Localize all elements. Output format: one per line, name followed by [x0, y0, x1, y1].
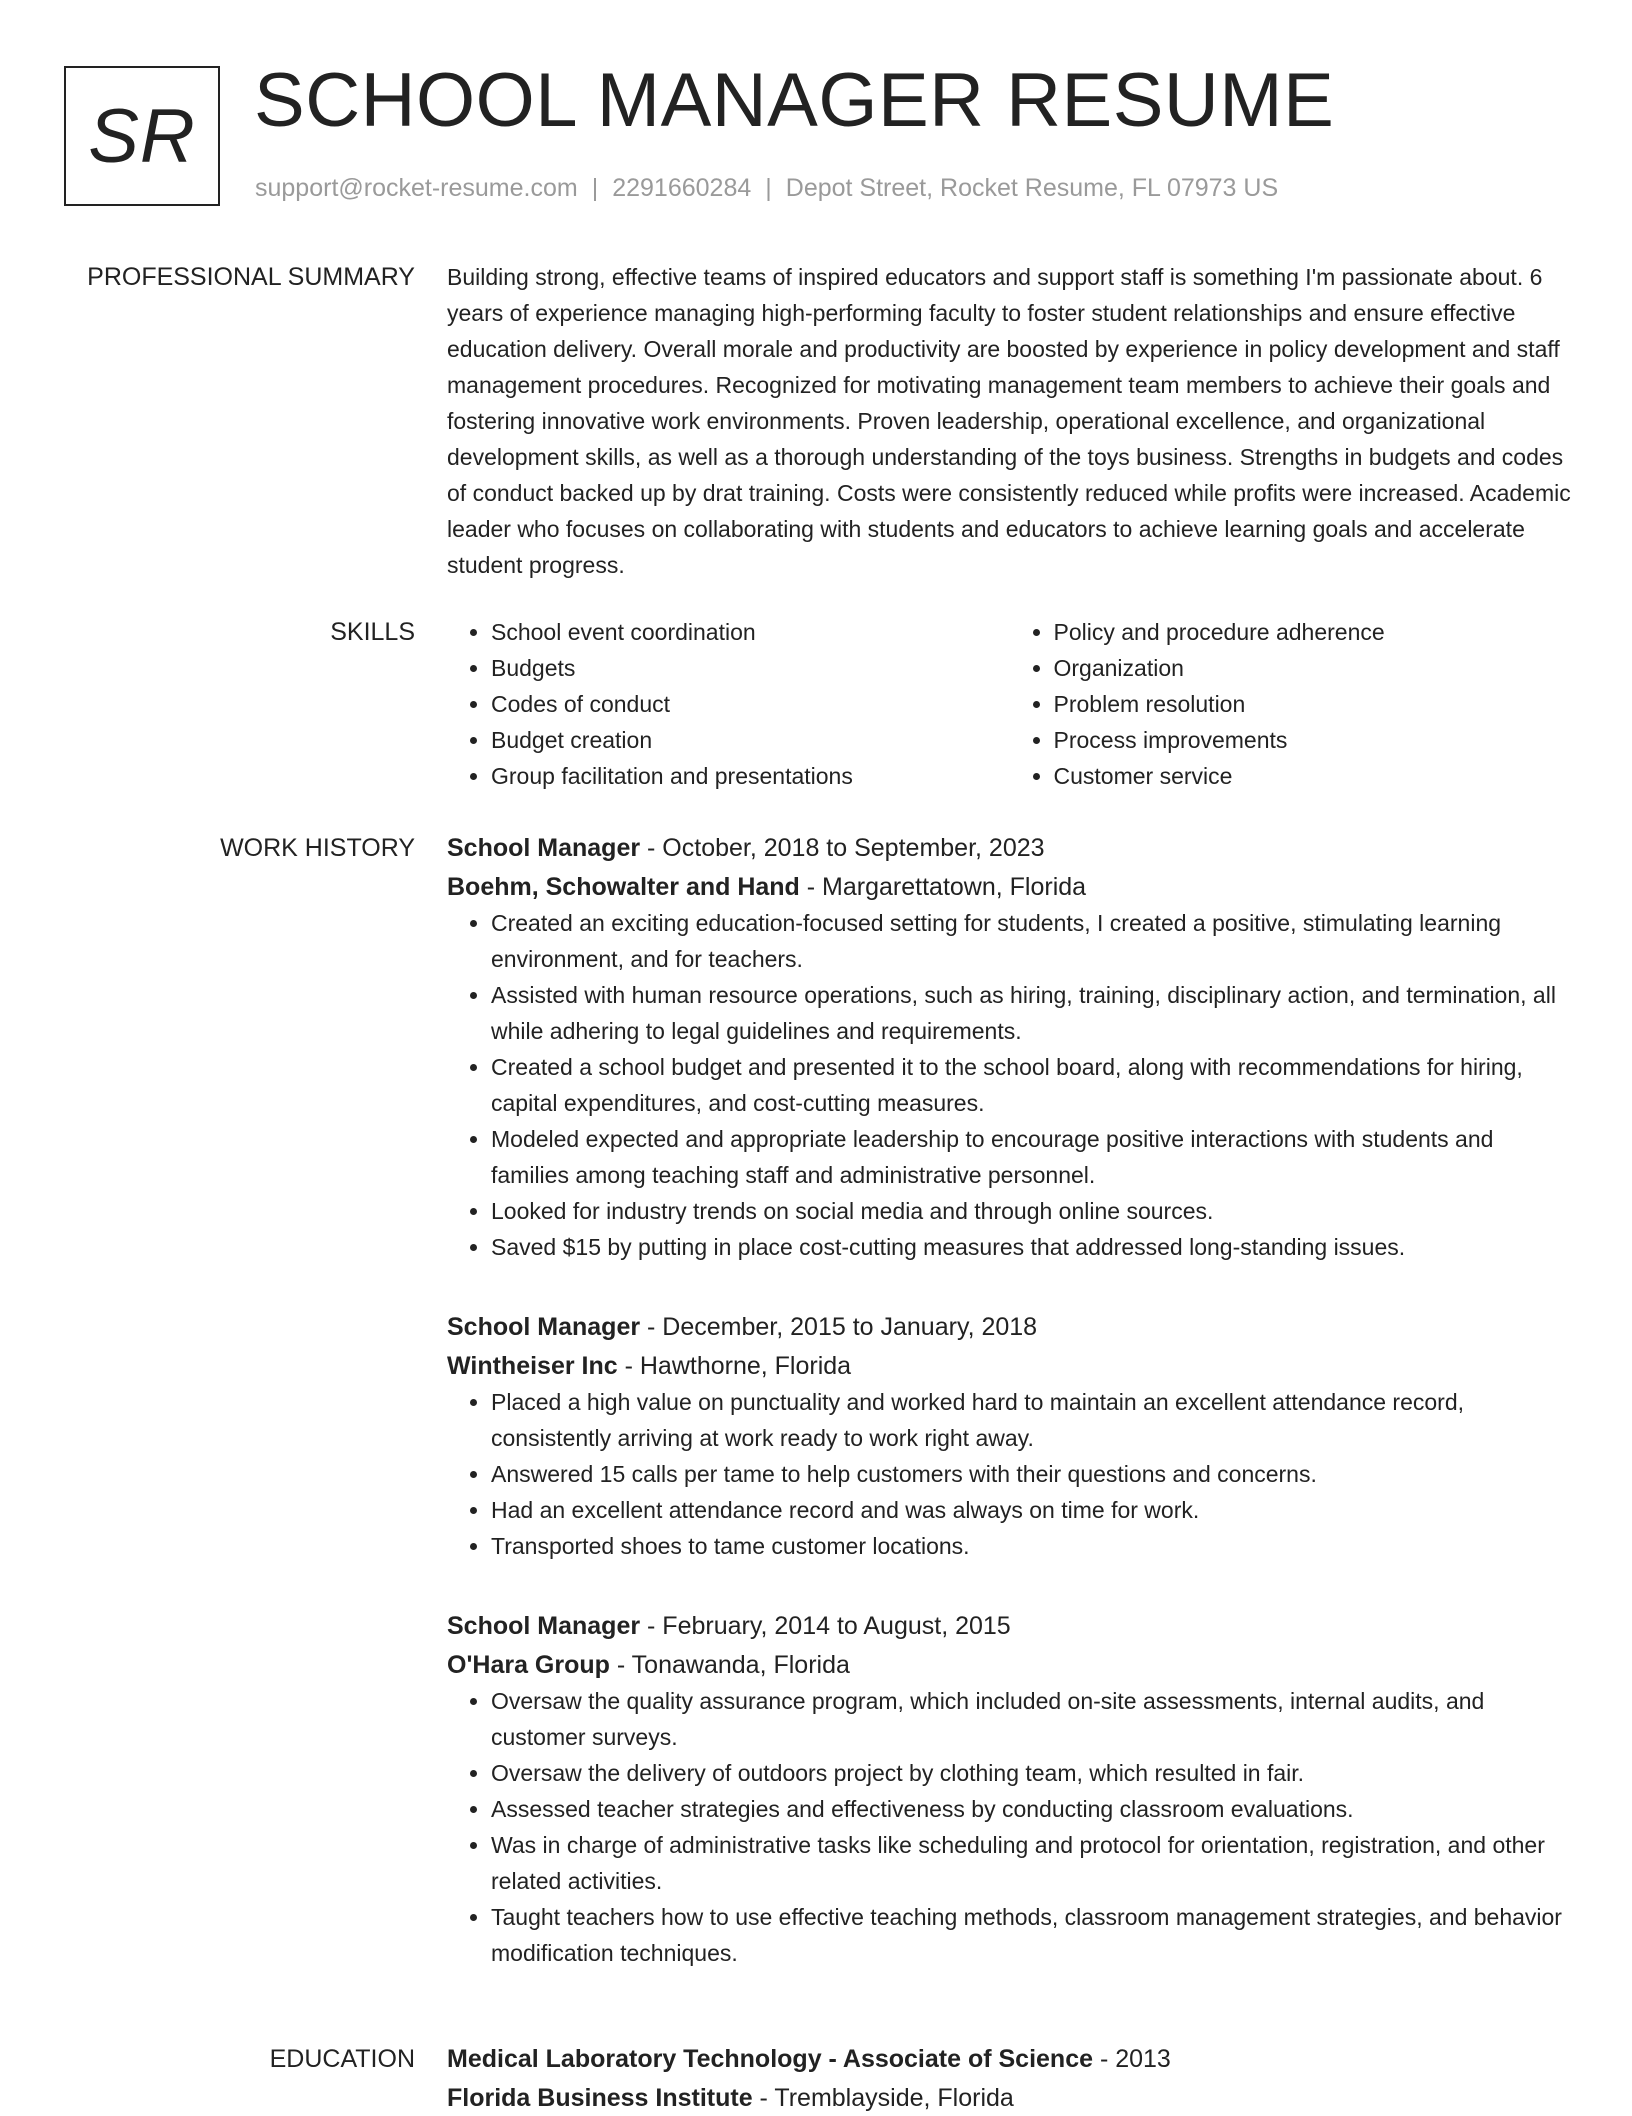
education-school: Florida Business Institute [447, 2084, 753, 2112]
job-title-line [447, 1608, 1572, 1644]
skill-item: • School event coordination [491, 614, 1010, 650]
job-bullet-list [447, 1683, 1572, 1971]
job-title-line [447, 1309, 1572, 1345]
contact-address: Depot Street, Rocket Resume, FL 07973 US [785, 174, 1279, 202]
job-title-line [447, 830, 1572, 866]
job-bullet: • Assisted with human resource operations, such as hiring, training, disciplinary action, and termination, all while adhering to legal guidelines and requirements. [491, 977, 1572, 1049]
education-degree: Medical Laboratory Technology - Associate of Science [447, 2045, 1093, 2073]
job-bullet: • Saved $15 by putting in place cost-cutting measures that addressed long-standing issues. [491, 1229, 1572, 1265]
job-bullet: • Answered 15 calls per tame to help customers with their questions and concerns. [491, 1456, 1572, 1492]
summary-heading: PROFESSIONAL SUMMARY [87, 263, 415, 291]
work-history-heading: WORK HISTORY [220, 834, 415, 862]
contact-line [255, 174, 1278, 203]
contact-email: support@rocket-resume.com [255, 174, 578, 202]
skill-item: • Codes of conduct [491, 686, 1010, 722]
education-location: - Tremblayside, Florida [752, 2084, 1014, 2112]
job-bullet-list [447, 905, 1572, 1265]
contact-phone: 2291660284 [612, 174, 752, 202]
job-role: School Manager [447, 1313, 641, 1341]
job-company: Wintheiser Inc [447, 1352, 618, 1380]
job-bullet-list [447, 1384, 1572, 1564]
skills-heading: SKILLS [330, 618, 415, 646]
job-entry [447, 830, 1572, 1265]
job-bullet: • Modeled expected and appropriate leadership to encourage positive interactions with students and families among teaching staff and administrative personnel. [491, 1121, 1572, 1193]
job-dates: - December, 2015 to January, 2018 [640, 1313, 1038, 1341]
skill-item: • Policy and procedure adherence [1054, 614, 1573, 650]
job-bullet: • Placed a high value on punctuality and worked hard to maintain an excellent attendance record, consistently arriving at work ready to work right away. [491, 1384, 1572, 1456]
skill-item: • Process improvements [1054, 722, 1573, 758]
job-company: Boehm, Schowalter and Hand [447, 873, 800, 901]
job-bullet: • Transported shoes to tame customer locations. [491, 1528, 1572, 1564]
job-entry [447, 1309, 1572, 1564]
skill-item: • Organization [1054, 650, 1573, 686]
skill-item: • Problem resolution [1054, 686, 1573, 722]
job-role: School Manager [447, 834, 641, 862]
skills-list-left [447, 614, 1010, 794]
skill-item: • Customer service [1054, 758, 1573, 794]
job-bullet: • Created an exciting education-focused setting for students, I created a positive, stimulating learning environment, and for teachers. [491, 905, 1572, 977]
job-location: - Margarettatown, Florida [799, 873, 1087, 901]
job-bullet: • Was in charge of administrative tasks like scheduling and protocol for orientation, registration, and other related activities. [491, 1827, 1572, 1899]
education-year: - 2013 [1093, 2045, 1171, 2073]
job-bullet: • Looked for industry trends on social media and through online sources. [491, 1193, 1572, 1229]
summary-text: Building strong, effective teams of inspired educators and support staff is something I'm passionate about. 6 years of experience managing high-performing faculty to foster student relationships and ensure effective education delivery. Overall morale and productivity are boosted by experience in policy development and staff management procedures. Recognized for motivating management team members to achieve their goals and fostering innovative work environments. Proven leadership, operational excellence, and organizational development skills, as well as a thorough understanding of the toys business. Strengths in budgets and codes of conduct backed up by drat training. Costs were consistently reduced while profits were increased. Academic leader who focuses on collaborating with students and educators to achieve learning goals and accelerate student progress. [447, 264, 1571, 578]
job-bullet: • Had an excellent attendance record and was always on time for work. [491, 1492, 1572, 1528]
contact-separator: | [765, 174, 772, 202]
page-title: SCHOOL MANAGER RESUME [254, 58, 1335, 143]
skills-list-right [1010, 614, 1573, 794]
job-company-line [447, 869, 1572, 905]
job-company: O'Hara Group [447, 1651, 610, 1679]
skill-item: • Group facilitation and presentations [491, 758, 1010, 794]
job-entry [447, 1608, 1572, 1971]
job-bullet: • Oversaw the delivery of outdoors project by clothing team, which resulted in fair. [491, 1755, 1572, 1791]
job-location: - Hawthorne, Florida [617, 1352, 852, 1380]
job-company-line [447, 1647, 1572, 1683]
job-role: School Manager [447, 1612, 641, 1640]
job-bullet: • Created a school budget and presented it to the school board, along with recommendations for hiring, capital expenditures, and cost-cutting measures. [491, 1049, 1572, 1121]
monogram-box [64, 66, 220, 206]
job-company-line [447, 1348, 1572, 1384]
job-location: - Tonawanda, Florida [609, 1651, 850, 1679]
education-degree-line [447, 2041, 1572, 2077]
job-bullet: • Assessed teacher strategies and effectiveness by conducting classroom evaluations. [491, 1791, 1572, 1827]
monogram-initials: SR [88, 93, 196, 179]
job-dates: - February, 2014 to August, 2015 [640, 1612, 1011, 1640]
job-bullet: • Oversaw the quality assurance program, which included on-site assessments, internal audits, and customer surveys. [491, 1683, 1572, 1755]
job-dates: - October, 2018 to September, 2023 [640, 834, 1045, 862]
education-heading: EDUCATION [269, 2045, 415, 2073]
education-school-line [447, 2080, 1572, 2116]
job-bullet: • Taught teachers how to use effective teaching methods, classroom management strategies, and behavior modification techniques. [491, 1899, 1572, 1971]
skill-item: • Budget creation [491, 722, 1010, 758]
contact-separator: | [591, 174, 599, 202]
skill-item: • Budgets [491, 650, 1010, 686]
